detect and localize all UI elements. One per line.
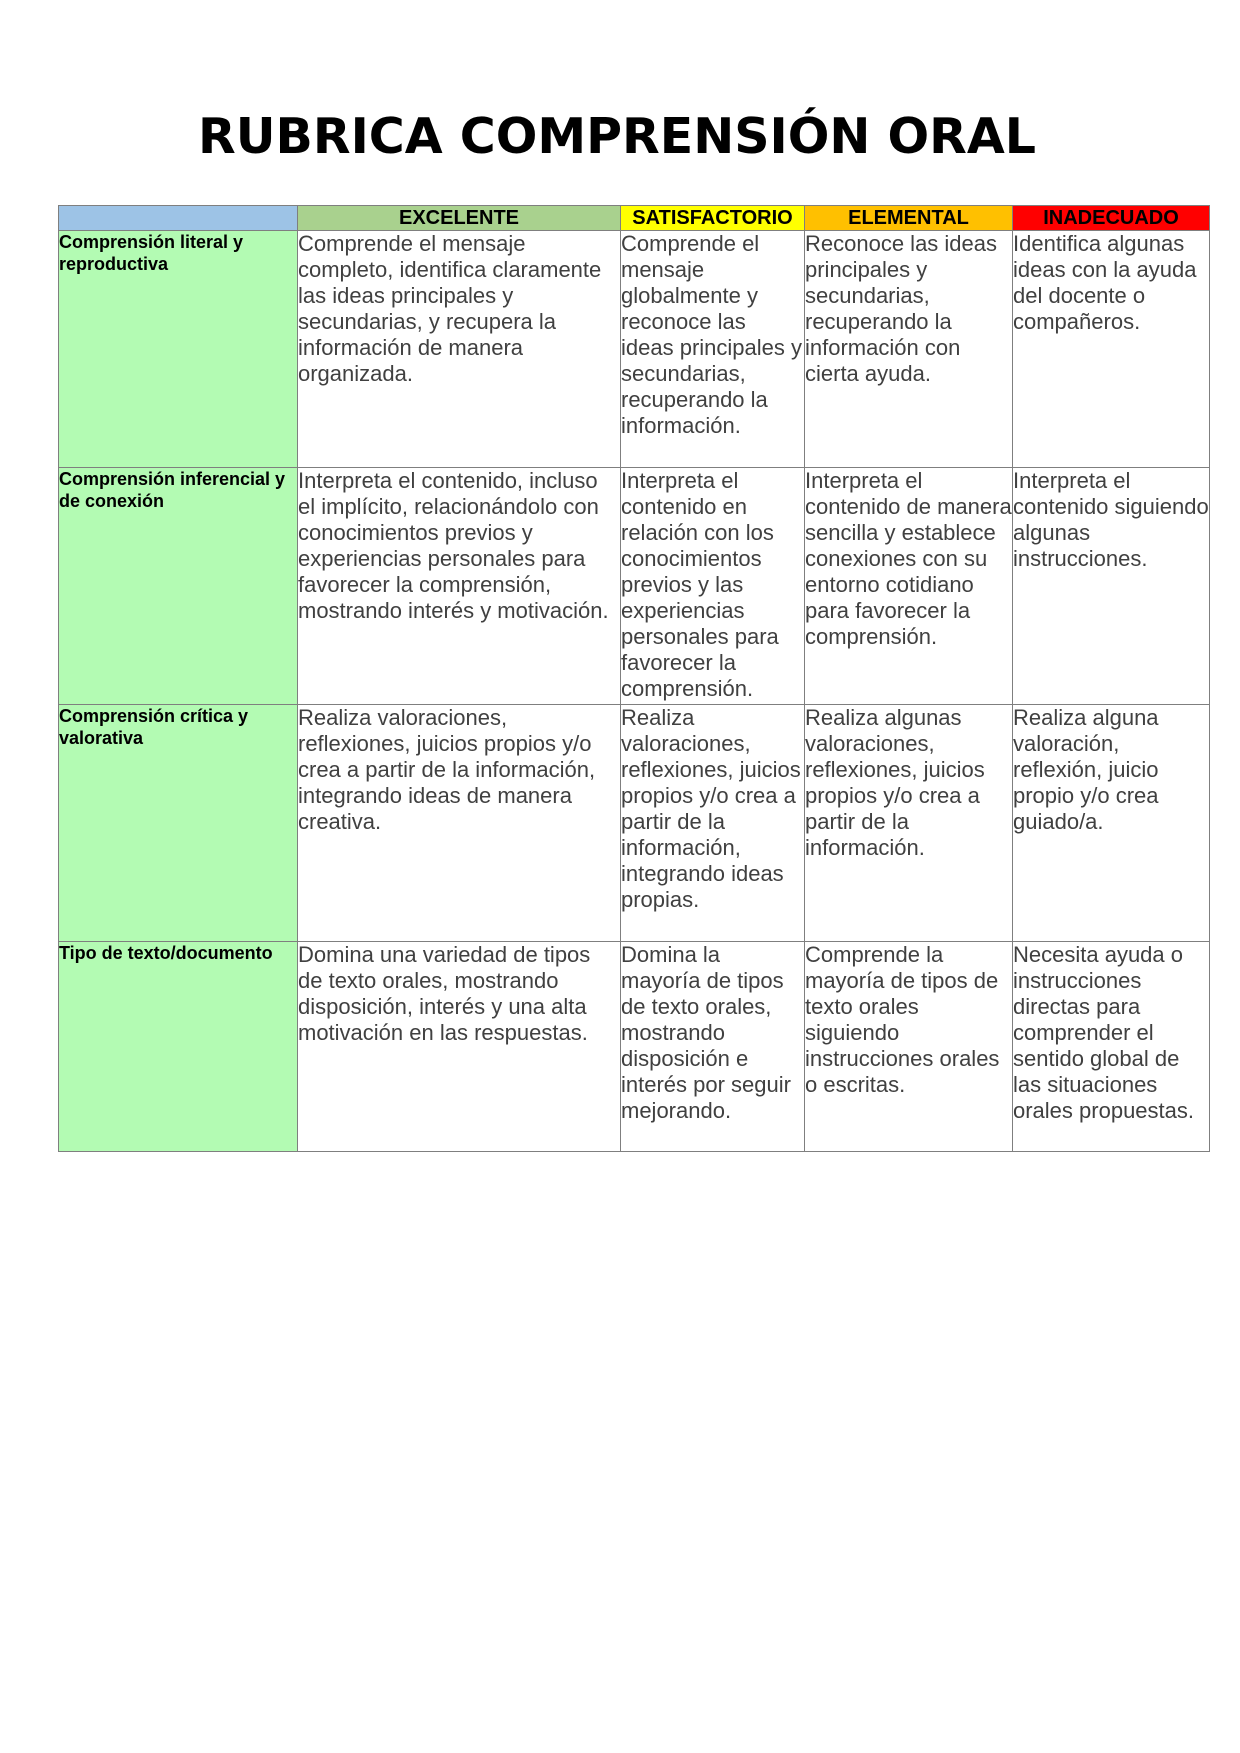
elemental-cell: Reconoce las ideas principales y secundarias, recuperando la información con cierta ayuda. (805, 231, 1013, 468)
criterion-cell: Comprensión crítica y valorativa (59, 705, 298, 942)
criterion-cell: Tipo de texto/documento (59, 942, 298, 1152)
page-title: RUBRICA COMPRENSIÓN ORAL (197, 108, 1037, 165)
rubric-table (58, 205, 1210, 1152)
satisfactorio-cell: Comprende el mensaje globalmente y reconoce las ideas principales y secundarias, recuperando la información. (621, 231, 805, 468)
header-inadecuado: INADECUADO (1013, 206, 1210, 231)
table-row (59, 705, 1210, 942)
criterion-cell: Comprensión inferencial y de conexión (59, 468, 298, 705)
table-row (59, 231, 1210, 468)
excelente-cell: Comprende el mensaje completo, identifica claramente las ideas principales y secundarias, y recupera la información de manera organizada. (298, 231, 621, 468)
table-row (59, 468, 1210, 705)
excelente-cell: Domina una variedad de tipos de texto orales, mostrando disposición, interés y una alta motivación en las respuestas. (298, 942, 621, 1152)
excelente-cell: Realiza valoraciones, reflexiones, juicios propios y/o crea a partir de la información, integrando ideas de manera creativa. (298, 705, 621, 942)
header-elemental: ELEMENTAL (805, 206, 1013, 231)
header-row (59, 206, 1210, 231)
header-excelente: EXCELENTE (298, 206, 621, 231)
inadecuado-cell: Necesita ayuda o instrucciones directas para comprender el sentido global de las situaciones orales propuestas. (1013, 942, 1210, 1152)
inadecuado-cell: Identifica algunas ideas con la ayuda del docente o compañeros. (1013, 231, 1210, 468)
satisfactorio-cell: Interpreta el contenido en relación con los conocimientos previos y las experiencias personales para favorecer la comprensión. (621, 468, 805, 705)
elemental-cell: Realiza algunas valoraciones, reflexiones, juicios propios y/o crea a partir de la información. (805, 705, 1013, 942)
elemental-cell: Comprende la mayoría de tipos de texto orales siguiendo instrucciones orales o escritas. (805, 942, 1013, 1152)
elemental-cell: Interpreta el contenido de manera sencilla y establece conexiones con su entorno cotidiano para favorecer la comprensión. (805, 468, 1013, 705)
inadecuado-cell: Realiza alguna valoración, reflexión, juicio propio y/o crea guiado/a. (1013, 705, 1210, 942)
criterion-cell: Comprensión literal y reproductiva (59, 231, 298, 468)
table-row (59, 942, 1210, 1152)
header-satisfactorio: SATISFACTORIO (621, 206, 805, 231)
excelente-cell: Interpreta el contenido, incluso el implícito, relacionándolo con conocimientos previos y experiencias personales para favorecer la comprensión, mostrando interés y motivación. (298, 468, 621, 705)
header-corner-cell (59, 206, 298, 231)
inadecuado-cell: Interpreta el contenido siguiendo algunas instrucciones. (1013, 468, 1210, 705)
satisfactorio-cell: Realiza valoraciones, reflexiones, juicios propios y/o crea a partir de la información, integrando ideas propias. (621, 705, 805, 942)
satisfactorio-cell: Domina la mayoría de tipos de texto orales, mostrando disposición e interés por seguir mejorando. (621, 942, 805, 1152)
